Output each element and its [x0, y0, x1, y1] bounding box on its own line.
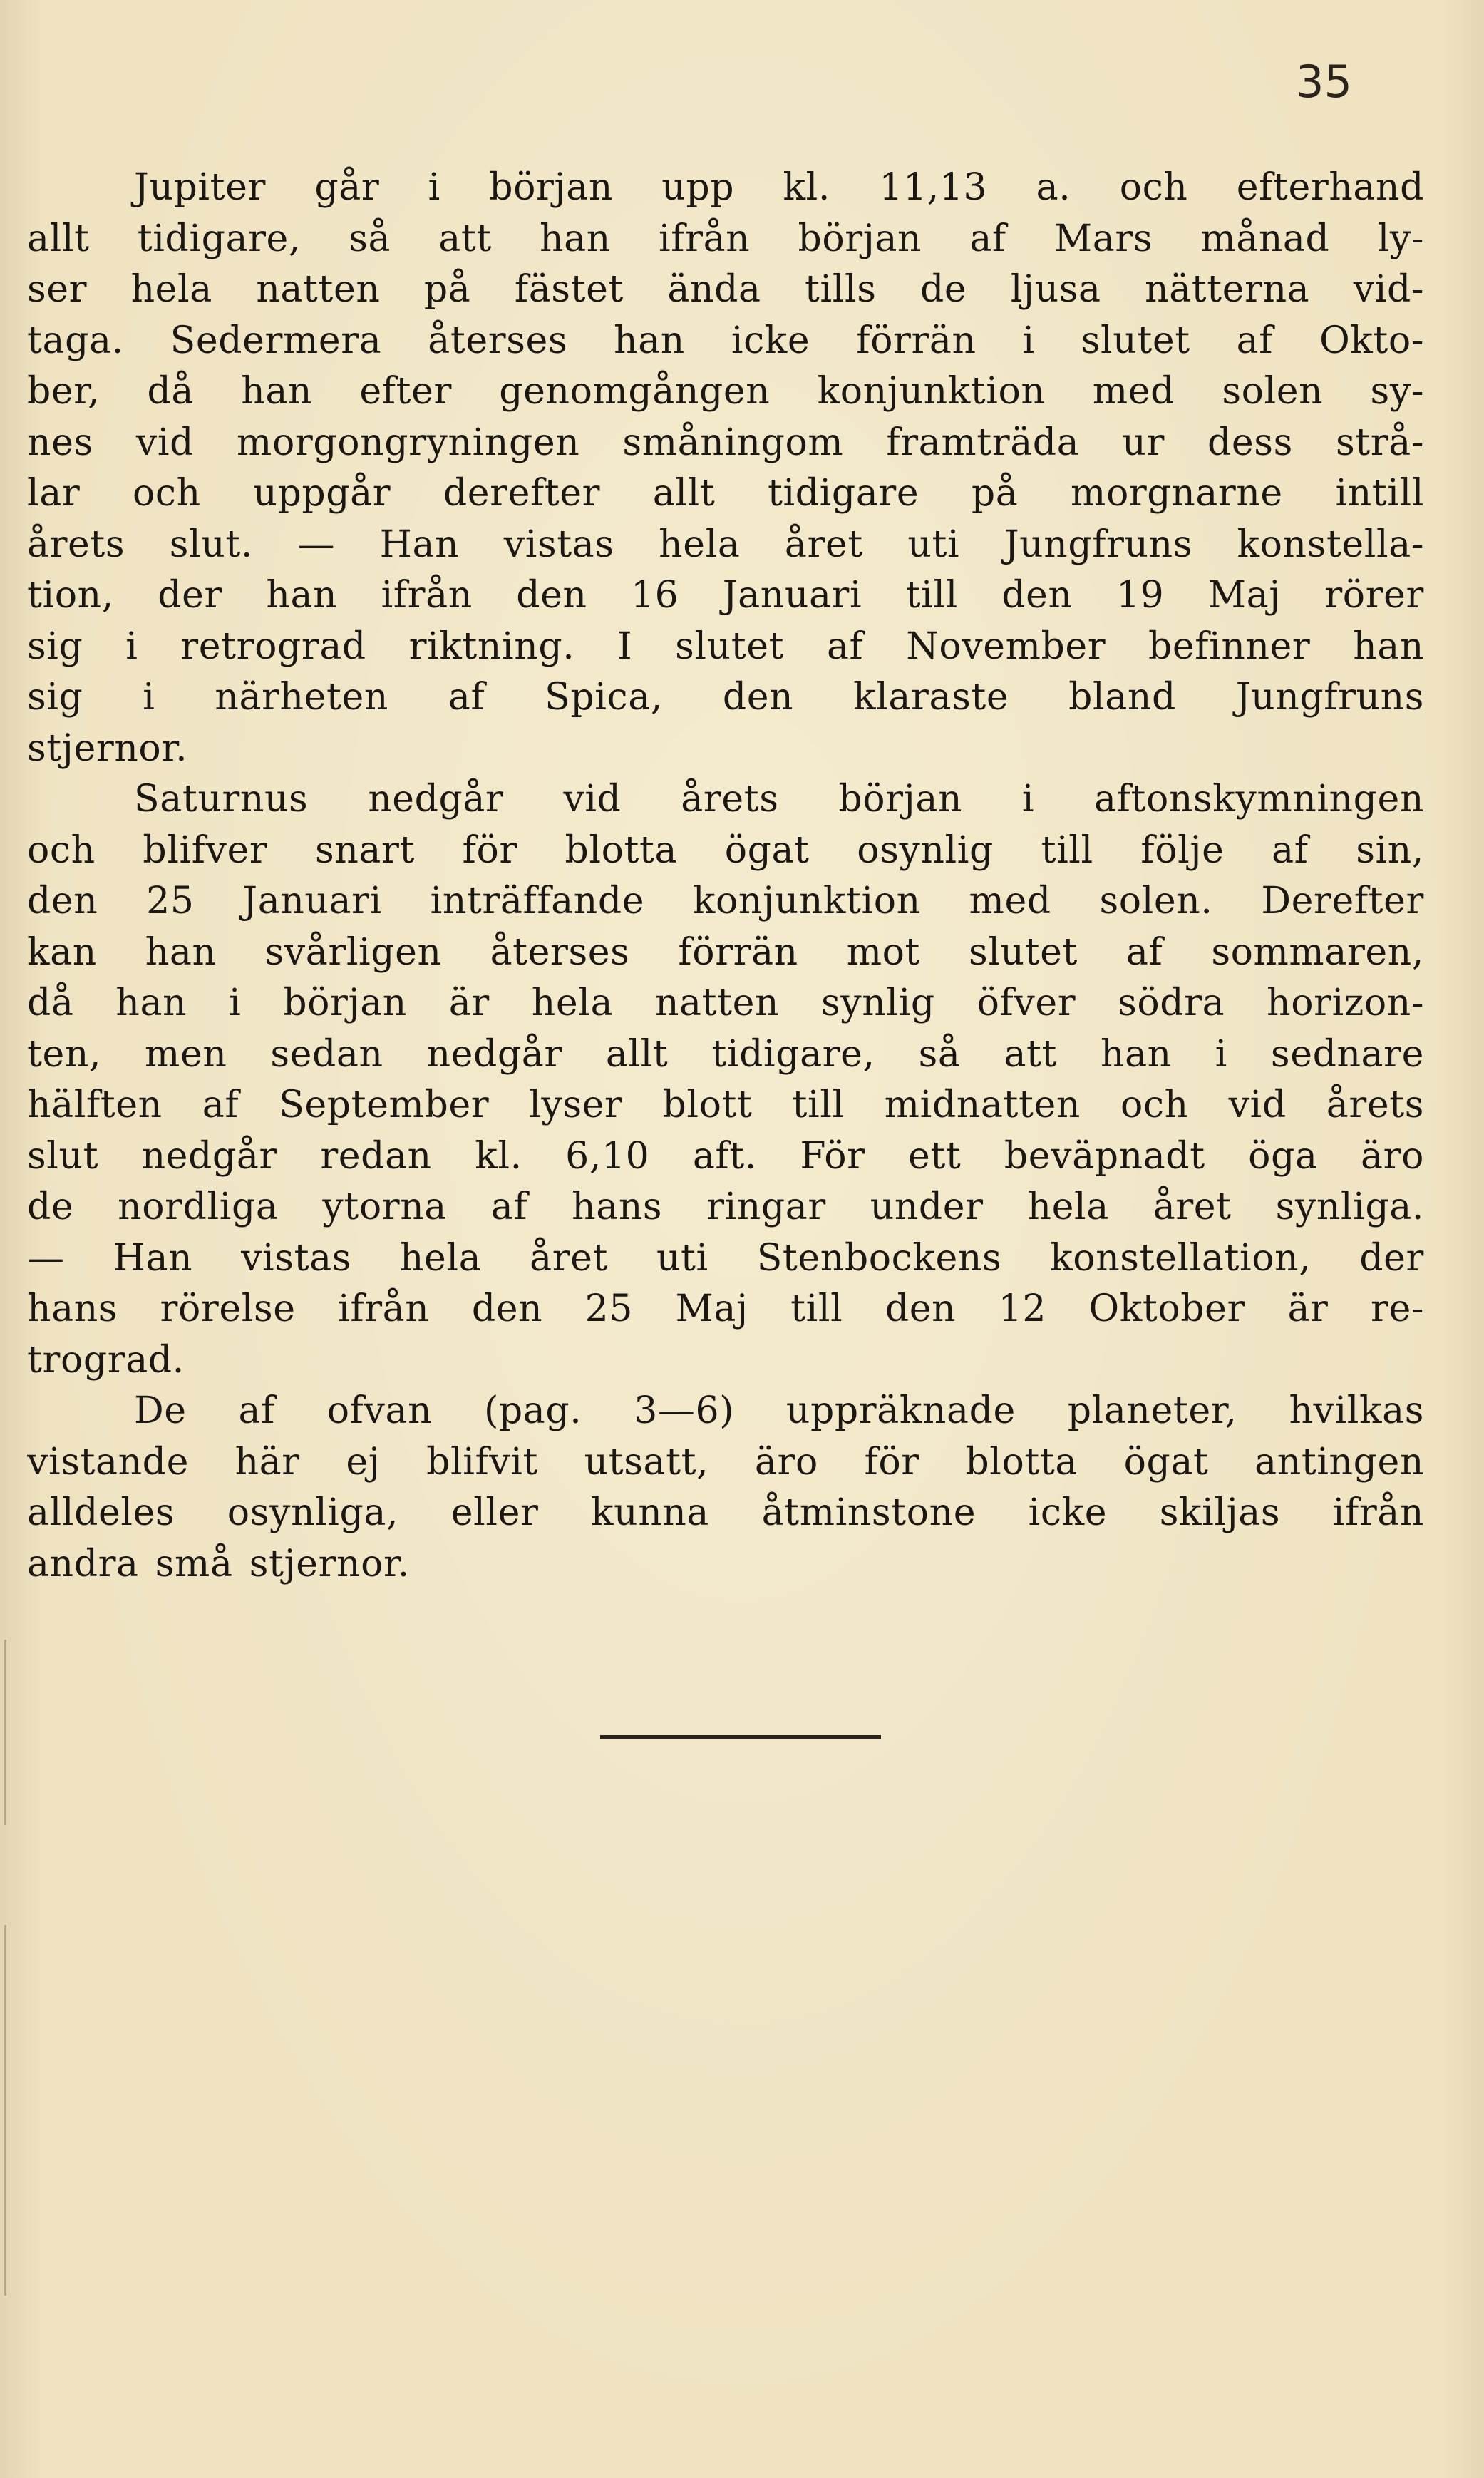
page-number: 35	[1296, 56, 1352, 108]
text-line: hälften af September lyser blott till midnatten och vid årets	[27, 1084, 1424, 1126]
text-line: Saturnus nedgår vid årets början i aftonskymningen	[134, 778, 1424, 821]
text-line: taga. Sedermera återses han icke förrän i slutet af Okto-	[27, 319, 1424, 362]
text-line: slut nedgår redan kl. 6,10 aft. För ett beväpnadt öga äro	[27, 1134, 1424, 1178]
text-line: sig i närheten af Spica, den klaraste bland Jungfruns	[27, 676, 1424, 719]
paragraph-jupiter	[27, 163, 1424, 774]
body-text	[27, 163, 1424, 1590]
text-line: andra små stjernor.	[27, 1542, 410, 1585]
text-line: stjernor.	[27, 726, 188, 770]
text-line: ten, men sedan nedgår allt tidigare, så att han i sednare	[27, 1032, 1424, 1076]
text-line: — Han vistas hela året uti Stenbockens konstellation, der	[27, 1236, 1424, 1280]
text-line: lar och uppgår derefter allt tidigare på morgnarne intill	[27, 472, 1424, 515]
paragraph-saturnus	[27, 774, 1424, 1386]
page-edge-mark	[4, 1925, 6, 2296]
text-line: De af ofvan (pag. 3—6) uppräknade planeter, hvilkas	[134, 1389, 1424, 1432]
text-line: ser hela natten på fästet ända tills de ljusa nätterna vid-	[27, 268, 1424, 311]
text-line: den 25 Januari inträffande konjunktion med solen. Derefter	[27, 880, 1424, 922]
text-line: tion, der han ifrån den 16 Januari till den 19 Maj rörer	[27, 574, 1424, 617]
section-divider-rule	[600, 1735, 881, 1739]
text-line: kan han svårligen återses förrän mot slutet af sommaren,	[27, 930, 1424, 974]
paragraph-other-planets	[27, 1386, 1424, 1590]
text-line: alldeles osynliga, eller kunna åtminstone icke skiljas ifrån	[27, 1491, 1424, 1534]
text-line: årets slut. — Han vistas hela året uti Jungfruns konstella-	[27, 523, 1424, 566]
text-line: hans rörelse ifrån den 25 Maj till den 12 Oktober är re-	[27, 1287, 1424, 1330]
text-line: Jupiter går i början upp kl. 11,13 a. och efterhand	[134, 166, 1424, 209]
text-line: trograd.	[27, 1338, 185, 1382]
text-line: och blifver snart för blotta ögat osynlig till följe af sin,	[27, 828, 1424, 872]
text-line: de nordliga ytorna af hans ringar under hela året synliga.	[27, 1186, 1424, 1228]
text-line: ber, då han efter genomgången konjunktion med solen sy-	[27, 370, 1424, 413]
text-line: då han i början är hela natten synlig öfver södra horizon-	[27, 982, 1424, 1024]
text-line: sig i retrograd riktning. I slutet af November befinner han	[27, 624, 1424, 668]
text-line: nes vid morgongryningen småningom framträda ur dess strå-	[27, 421, 1424, 464]
page-edge-mark	[4, 1640, 6, 1825]
text-line: vistande här ej blifvit utsatt, äro för blotta ögat antingen	[27, 1440, 1424, 1484]
text-line: allt tidigare, så att han ifrån början af Mars månad ly-	[27, 217, 1424, 260]
